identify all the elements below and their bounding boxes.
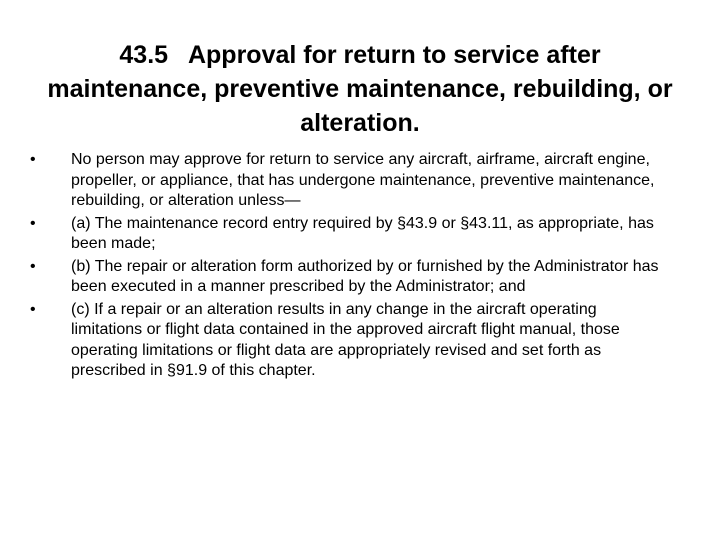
- bullet-list: [26, 150, 696, 384]
- bullet-dot-icon: •: [30, 214, 36, 232]
- bullet-item-no-person: [26, 150, 696, 212]
- bullet-text: (b) The repair or alteration form authorized by or furnished by the Administrator has been executed in a manner prescribed by the Administrator; and: [71, 257, 659, 295]
- bullet-item-c: [26, 300, 696, 382]
- bullet-dot-icon: •: [30, 300, 36, 318]
- bullet-item-a: [26, 214, 696, 255]
- bullet-text: No person may approve for return to service any aircraft, airframe, aircraft engine, propeller, or appliance, that has undergone maintenance, preventive maintenance, rebuilding, or alteration unless—: [71, 151, 655, 209]
- bullet-text: (a) The maintenance record entry required by §43.9 or §43.11, as appropriate, has been made;: [71, 214, 654, 252]
- slide-title: 43.5 Approval for return to service after maintenance, preventive maintenance, rebuilding, or alteration.: [47, 41, 680, 137]
- bullet-dot-icon: •: [30, 151, 36, 168]
- bullet-dot-icon: •: [30, 257, 36, 275]
- bullet-item-b: [26, 257, 696, 298]
- bullet-text: (c) If a repair or an alteration results in any change in the aircraft operating limitations or flight data contained in the approved aircraft flight manual, those operating limitations or flight data are appropriately revised and set forth as prescribed in §91.9 of this chapter.: [71, 300, 620, 379]
